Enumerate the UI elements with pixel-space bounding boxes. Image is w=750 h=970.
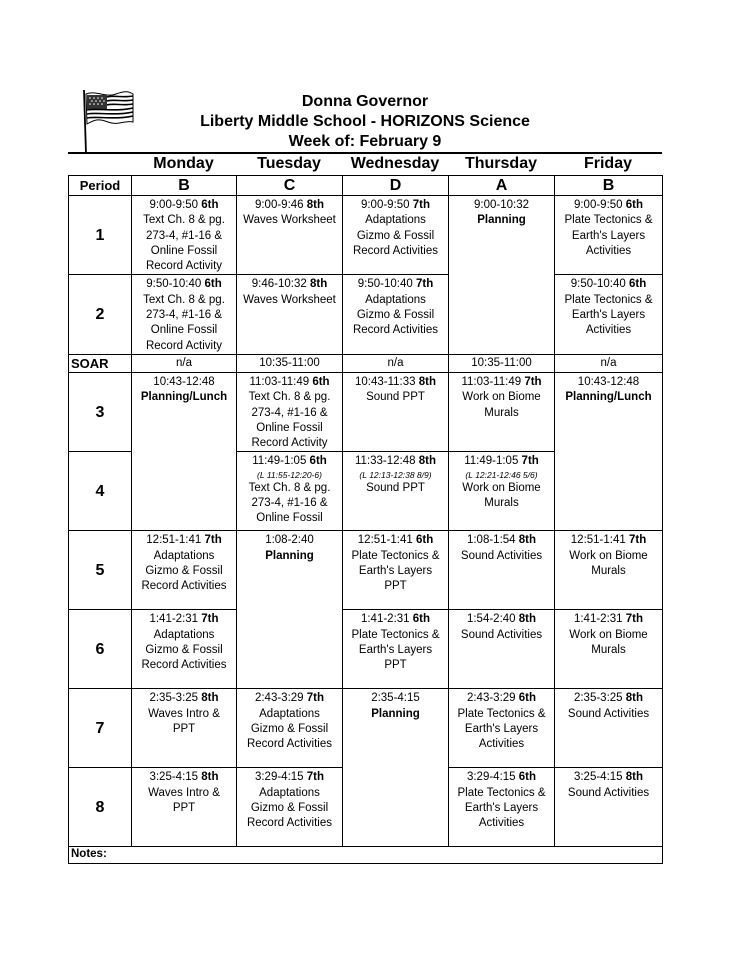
notes-row <box>69 847 663 863</box>
class-time: 9:00-9:46 <box>254 199 307 211</box>
class-cell <box>555 531 663 610</box>
cell-time-line <box>238 454 341 469</box>
class-cell <box>449 610 555 689</box>
activity-line: Work on Biome <box>569 549 648 562</box>
class-cell <box>343 275 449 354</box>
period-number: SOAR <box>69 354 132 372</box>
activity-line: Record Activities <box>246 738 332 751</box>
activity-line: Plate Tectonics & <box>351 628 440 641</box>
class-grade: 6th <box>628 278 647 291</box>
class-grade: 6th <box>201 199 219 211</box>
class-time: 9:00-9:50 <box>360 199 413 211</box>
activity-line: Gizmo & Fossil <box>145 565 223 578</box>
class-time: 9:50-10:40 <box>146 278 205 291</box>
class-grade: 8th <box>306 199 325 211</box>
cell-time-line <box>556 770 661 785</box>
cell-time-line <box>556 691 661 706</box>
cell-time-line <box>556 533 661 548</box>
class-cell <box>555 275 663 354</box>
activity-line: Plate Tectonics & <box>564 214 653 227</box>
class-grade: 7th <box>201 613 219 626</box>
activity-line: Adaptations <box>259 707 320 720</box>
period-row <box>69 275 663 354</box>
class-grade: 6th <box>309 455 327 468</box>
period-number: 4 <box>69 452 132 531</box>
cell-time-line <box>133 533 235 548</box>
period-number: 8 <box>69 768 132 847</box>
cell-time-line <box>133 375 235 390</box>
class-time: 1:41-2:31 <box>149 613 202 626</box>
flag-icon <box>80 88 136 156</box>
period-number: 3 <box>69 372 132 451</box>
activity-line: Earth's Layers <box>358 565 433 578</box>
activity-line: Gizmo & Fossil <box>356 309 435 322</box>
activity-line: Record Activities <box>352 324 438 337</box>
activity-line: Plate Tectonics & <box>457 707 546 720</box>
class-time: 10:43-11:33 <box>355 375 419 388</box>
class-time: 1:08-1:54 <box>466 534 519 547</box>
class-cell <box>343 610 449 689</box>
activity-line: Waves Intro & <box>148 707 220 720</box>
class-time: 2:43-3:29 <box>466 692 519 705</box>
class-time: 2:35-3:25 <box>149 692 202 705</box>
class-grade: 8th <box>518 534 537 547</box>
activity-line: Record Activities <box>141 659 227 672</box>
letter-day-row <box>69 176 663 196</box>
class-cell <box>132 768 237 847</box>
cell-time-line <box>450 198 553 213</box>
cell-time-line <box>238 198 341 213</box>
cell-time-line <box>344 691 447 706</box>
class-cell <box>132 610 237 689</box>
activity-line: Earth's Layers <box>464 802 539 815</box>
class-grade: 8th <box>625 771 644 784</box>
activity-line: Earth's Layers <box>358 644 433 657</box>
class-time: 12:51-1:41 <box>570 534 629 547</box>
class-cell <box>132 196 237 275</box>
class-cell <box>555 768 663 847</box>
activity-line: Sound Activities <box>567 786 650 799</box>
class-cell <box>237 196 343 275</box>
activity-line: Record Activity <box>251 437 328 450</box>
cell-time-line <box>238 691 341 706</box>
class-time: 11:33-12:48 <box>355 455 419 468</box>
period-header: Period <box>69 176 132 196</box>
activity-line: Gizmo & Fossil <box>145 644 223 657</box>
class-grade: 6th <box>415 534 434 547</box>
day-tuesday: Tuesday <box>257 155 321 172</box>
activity-line: Record Activities <box>352 244 438 257</box>
class-time: 10:43-12:48 <box>153 375 215 388</box>
class-grade: 6th <box>518 771 537 784</box>
class-cell <box>449 531 555 610</box>
activity-line: Sound Activities <box>460 628 543 641</box>
activity-line: Murals <box>591 565 626 578</box>
class-time: 9:00-9:50 <box>149 199 202 211</box>
soar-cell: 10:35-11:00 <box>449 354 555 372</box>
class-time: 3:29-4:15 <box>254 771 307 784</box>
activity-line: Online Fossil <box>256 512 323 525</box>
activity-line: Sound Activities <box>460 549 543 562</box>
class-time: 2:35-4:15 <box>371 692 420 705</box>
schedule-table <box>68 175 663 864</box>
planning-cell <box>132 372 237 530</box>
letter-day: B <box>132 176 237 196</box>
day-monday: Monday <box>153 155 214 172</box>
class-cell <box>555 196 663 275</box>
class-time: 12:51-1:41 <box>357 534 416 547</box>
class-cell <box>132 275 237 354</box>
cell-time-line <box>556 198 661 213</box>
cell-time-line <box>238 375 341 390</box>
class-cell <box>449 689 555 768</box>
activity-line: Waves Intro & <box>148 786 220 799</box>
class-cell <box>132 531 237 610</box>
cell-time-line <box>344 533 447 548</box>
cell-time-line <box>450 612 553 627</box>
activity-line: Gizmo & Fossil <box>250 723 329 736</box>
activity-line: Plate Tectonics & <box>351 549 440 562</box>
cell-bold-label: Planning <box>371 707 420 720</box>
class-time: 11:03-11:49 <box>461 375 525 388</box>
activity-line: Earth's Layers <box>571 309 646 322</box>
cell-time-line <box>344 612 447 627</box>
class-grade: 8th <box>418 375 436 388</box>
class-time: 2:35-3:25 <box>573 692 626 705</box>
class-time: 1:41-2:31 <box>360 613 413 626</box>
cell-time-line <box>450 770 553 785</box>
class-cell <box>343 531 449 610</box>
class-grade: 8th <box>201 692 219 705</box>
class-cell <box>343 372 449 451</box>
class-time: 1:54-2:40 <box>466 613 519 626</box>
cell-time-line <box>133 770 235 785</box>
class-grade: 6th <box>312 375 330 388</box>
activity-line: Text Ch. 8 & pg. <box>143 293 225 306</box>
class-cell <box>449 452 555 531</box>
cell-time-line <box>556 612 661 627</box>
letter-day: D <box>343 176 449 196</box>
planning-cell <box>237 531 343 689</box>
activity-line: Murals <box>484 497 519 510</box>
activity-line: PPT <box>172 723 196 736</box>
class-grade: 6th <box>518 692 537 705</box>
day-headers <box>68 154 662 176</box>
activity-line: 273-4, #1-16 & <box>251 497 328 510</box>
class-cell <box>449 372 555 451</box>
activity-line: Activities <box>585 324 632 337</box>
class-time: 9:46-10:32 <box>251 278 310 291</box>
cell-bold-label: Planning <box>265 549 314 562</box>
class-time: 12:51-1:41 <box>146 534 205 547</box>
class-time: 1:41-2:31 <box>573 613 626 626</box>
class-grade: 8th <box>309 278 328 291</box>
class-time: 3:29-4:15 <box>466 771 519 784</box>
class-time: 3:25-4:15 <box>149 771 202 784</box>
activity-line: Text Ch. 8 & pg. <box>248 391 331 404</box>
class-cell <box>237 372 343 451</box>
activity-line: Sound PPT <box>366 481 425 494</box>
class-cell <box>343 452 449 531</box>
class-cell <box>237 768 343 847</box>
class-cell <box>237 452 343 531</box>
day-wednesday: Wednesday <box>350 155 440 172</box>
lunch-note: (L 12:13-12:38 8/9) <box>359 469 432 480</box>
activity-line: Work on Biome <box>462 391 541 404</box>
class-time: 9:00-9:50 <box>573 199 626 211</box>
soar-cell: n/a <box>343 354 449 372</box>
cell-time-line <box>238 533 341 548</box>
activity-line: Waves Worksheet <box>243 214 336 227</box>
class-time: 2:43-3:29 <box>254 692 307 705</box>
lunch-note: (L 11:55-12:20-6) <box>257 469 322 480</box>
planning-cell <box>449 196 555 355</box>
class-grade: 6th <box>204 278 222 291</box>
letter-day: C <box>237 176 343 196</box>
cell-time-line <box>450 533 553 548</box>
class-time: 9:50-10:40 <box>357 278 416 291</box>
class-grade: 8th <box>418 455 436 468</box>
class-grade: 7th <box>204 534 222 547</box>
class-grade: 8th <box>625 692 644 705</box>
class-cell <box>343 196 449 275</box>
activity-line: Adaptations <box>259 786 320 799</box>
class-grade: 6th <box>625 199 644 211</box>
activity-line: Activities <box>585 244 632 257</box>
activity-line: Online Fossil <box>150 244 218 257</box>
class-time: 10:43-12:48 <box>577 375 640 388</box>
soar-row <box>69 354 663 372</box>
activity-line: Gizmo & Fossil <box>356 229 435 242</box>
activity-line: Text Ch. 8 & pg. <box>143 214 225 227</box>
cell-time-line <box>344 454 447 469</box>
period-row <box>69 610 663 689</box>
class-grade: 7th <box>521 455 539 468</box>
period-number: 1 <box>69 196 132 275</box>
class-grade: 7th <box>306 692 325 705</box>
day-friday: Friday <box>583 155 632 172</box>
activity-line: Online Fossil <box>256 421 323 434</box>
period-number: 5 <box>69 531 132 610</box>
cell-time-line <box>238 770 341 785</box>
activity-line: 273-4, #1-16 & <box>145 229 223 242</box>
activity-line: Work on Biome <box>569 628 648 641</box>
page-header <box>150 92 580 152</box>
letter-day: A <box>449 176 555 196</box>
planning-cell <box>555 372 663 530</box>
activity-line: Sound Activities <box>567 707 650 720</box>
activity-line: Adaptations <box>153 549 215 562</box>
activity-line: Activities <box>478 738 525 751</box>
class-grade: 7th <box>306 771 325 784</box>
cell-time-line <box>556 375 661 390</box>
cell-time-line <box>133 277 235 292</box>
soar-cell: n/a <box>132 354 237 372</box>
period-row <box>69 372 663 451</box>
class-grade: 8th <box>518 613 537 626</box>
class-grade: 7th <box>524 375 542 388</box>
day-thursday: Thursday <box>464 155 537 172</box>
period-number: 2 <box>69 275 132 354</box>
cell-time-line <box>344 198 447 213</box>
school-name: Liberty Middle School - HORIZONS Science <box>200 113 530 130</box>
cell-time-line <box>238 277 341 292</box>
activity-line: Plate Tectonics & <box>457 786 546 799</box>
cell-time-line <box>450 454 553 469</box>
activity-line: Sound PPT <box>366 391 425 404</box>
class-time: 1:08-2:40 <box>265 534 314 547</box>
activity-line: PPT <box>172 802 196 815</box>
cell-bold-label: Planning/Lunch <box>565 391 652 404</box>
activity-line: Adaptations <box>153 628 215 641</box>
class-time: 11:03-11:49 <box>249 375 313 388</box>
class-time: 11:49-1:05 <box>464 455 522 468</box>
class-grade: 6th <box>412 613 431 626</box>
class-grade: 7th <box>625 613 644 626</box>
activity-line: Earth's Layers <box>464 723 539 736</box>
activity-line: Work on Biome <box>462 481 541 494</box>
activity-line: Record Activity <box>145 339 223 352</box>
activity-line: Text Ch. 8 & pg. <box>248 481 331 494</box>
soar-cell: 10:35-11:00 <box>237 354 343 372</box>
class-grade: 7th <box>415 278 434 291</box>
activity-line: Adaptations <box>365 214 426 227</box>
teacher-name: Donna Governor <box>301 93 429 110</box>
period-row <box>69 689 663 768</box>
cell-time-line <box>133 691 235 706</box>
class-grade: 7th <box>412 199 431 211</box>
class-grade: 7th <box>628 534 647 547</box>
class-cell <box>237 689 343 768</box>
class-time: 3:25-4:15 <box>573 771 626 784</box>
cell-time-line <box>344 375 447 390</box>
activity-line: Record Activities <box>246 817 332 830</box>
class-cell <box>449 768 555 847</box>
soar-cell: n/a <box>555 354 663 372</box>
activity-line: Plate Tectonics & <box>564 293 653 306</box>
class-time: 11:49-1:05 <box>252 455 310 468</box>
class-time: 9:00-10:32 <box>474 199 529 211</box>
activity-line: Online Fossil <box>150 324 218 337</box>
lunch-note: (L 12:21-12:46 5/6) <box>465 469 538 480</box>
period-row <box>69 531 663 610</box>
class-time: 9:50-10:40 <box>570 278 629 291</box>
cell-time-line <box>133 612 235 627</box>
class-cell <box>237 275 343 354</box>
planning-cell <box>343 689 449 847</box>
activity-line: PPT <box>384 580 407 593</box>
cell-time-line <box>450 375 553 390</box>
letter-day: B <box>555 176 663 196</box>
class-cell <box>132 689 237 768</box>
activity-line: Waves Worksheet <box>243 293 336 306</box>
notes-label: Notes: <box>69 847 663 863</box>
class-cell <box>555 610 663 689</box>
activity-line: Gizmo & Fossil <box>250 802 329 815</box>
activity-line: Murals <box>591 644 626 657</box>
week-of: Week of: February 9 <box>288 133 442 150</box>
cell-time-line <box>133 198 235 213</box>
class-grade: 8th <box>201 771 219 784</box>
activity-line: Murals <box>484 406 519 419</box>
activity-line: PPT <box>384 659 407 672</box>
cell-bold-label: Planning/Lunch <box>140 391 228 404</box>
activity-line: 273-4, #1-16 & <box>145 309 223 322</box>
cell-time-line <box>556 277 661 292</box>
cell-time-line <box>344 277 447 292</box>
activity-line: 273-4, #1-16 & <box>251 406 328 419</box>
cell-time-line <box>450 691 553 706</box>
activity-line: Activities <box>478 817 525 830</box>
period-number: 6 <box>69 610 132 689</box>
period-row <box>69 196 663 275</box>
activity-line: Record Activity <box>145 260 223 273</box>
class-cell <box>555 689 663 768</box>
period-number: 7 <box>69 689 132 768</box>
cell-bold-label: Planning <box>477 214 526 227</box>
activity-line: Earth's Layers <box>571 229 646 242</box>
activity-line: Adaptations <box>365 293 426 306</box>
activity-line: Record Activities <box>141 580 227 593</box>
